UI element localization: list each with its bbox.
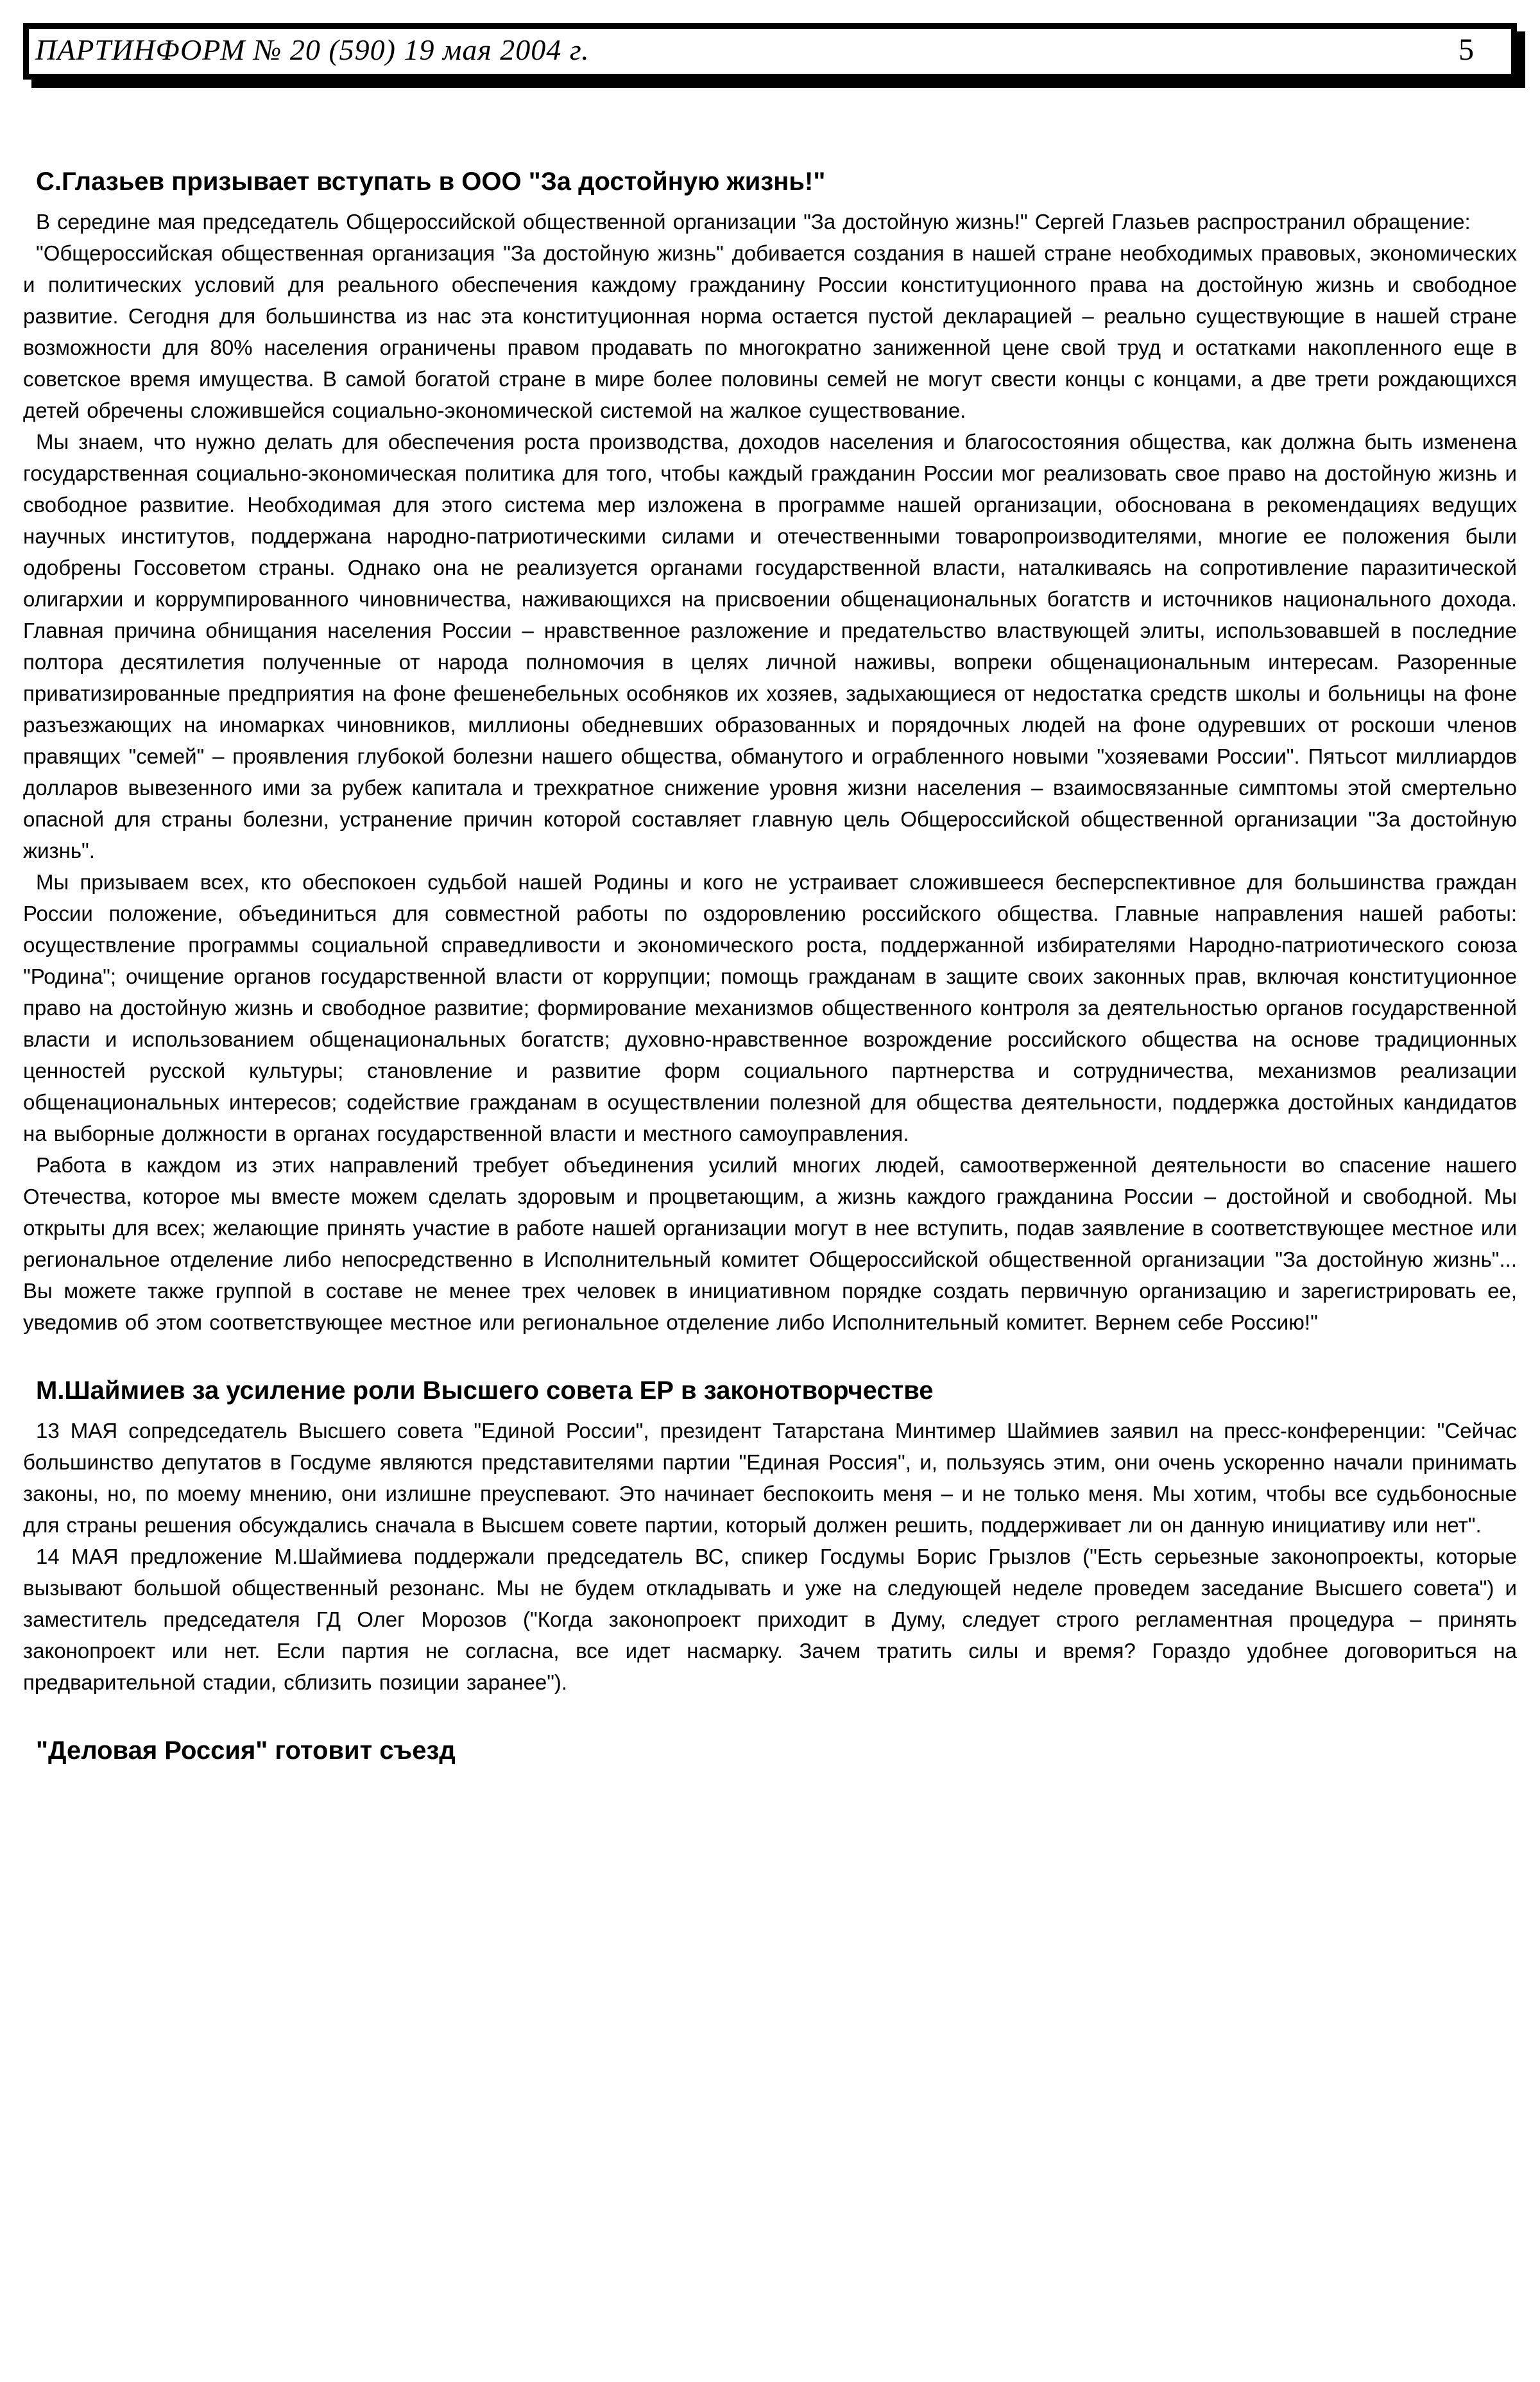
article-heading: "Деловая Россия" готовит съезд (36, 1736, 456, 1765)
paragraph: 14 МАЯ предложение М.Шаймиева поддержали председатель ВС, спикер Госдумы Борис Грызлов ("Есть серьезные законопроекты, которые вызывают большой общественный резонанс. Мы не будем откладывать и уже на следующей неделе проведем заседание Высшего совета") и заместитель председателя ГД Олег Морозов ("Когда законопроект приходит в Думу, следует строго регламентная процедура – принять законопроект или нет. Если партия не согласна, все идет насмарку. Зачем тратить силы и время? Гораздо удобнее договориться на предварительной стадии, сблизить позиции заранее"). (23, 1545, 1517, 1694)
page-number: 5 (1459, 32, 1474, 67)
paragraph: Работа в каждом из этих направлений требует объединения усилий многих людей, самоотверженной деятельности во спасение нашего Отечества, которое мы вместе можем сделать здоровым и процветающим, а жизнь каждого гражданина России – достойной и свободной. Мы открыты для всех; желающие принять участие в работе нашей организации могут в нее вступить, подав заявление в соответствующее местное или региональное отделение либо непосредственно в Исполнительный комитет Общероссийской общественной организации "За достойную жизнь"... Вы можете также группой в составе не менее трех человек в инициативном порядке создать первичную организацию и зарегистрировать ее, уведомив об этом соответствующее местное или региональное отделение либо Исполнительный комитет. Вернем себе Россию!" (23, 1153, 1517, 1334)
paragraph: Мы знаем, что нужно делать для обеспечения роста производства, доходов населения и благосостояния общества, как должна быть изменена государственная социально-экономическая политика для того, чтобы каждый гражданин России мог реализовать свое право на достойную жизнь и свободное развитие. Необходимая для этого система мер изложена в программе нашей организации, обоснована в рекомендациях ведущих научных институтов, поддержана народно-патриотическими силами и отечественными товаропроизводителями, многие ее положения были одобрены Госсоветом страны. Однако она не реализуется органами государственной власти, наталкиваясь на сопротивление паразитической олигархии и коррумпированного чиновничества, наживающихся на присвоении общенациональных богатств и источников национального дохода. Главная причина обнищания населения России – нравственное разложение и предательство властвующей элиты, использовавшей в последние полтора десятилетия полученные от народа полномочия в целях личной наживы, вопреки общенациональным интересам. Разоренные приватизированные предприятия на фоне фешенебельных особняков их хозяев, задыхающиеся от недостатка средств школы и больницы на фоне разъезжающих на иномарках чиновников, миллионы обедневших образованных и порядочных людей на фоне одуревших от роскоши членов правящих "семей" – проявления глубокой болезни нашего общества, обманутого и ограбленного новыми "хозяевами России". Пятьсот миллиардов долларов вывезенного ими за рубеж капитала и трехкратное снижение уровня жизни населения – взаимосвязанные симптомы этой смертельно опасной для страны болезни, устранение причин которой составляет главную цель Общероссийской общественной организации "За достойную жизнь". (23, 430, 1517, 862)
paragraph: В середине мая председатель Общероссийской общественной организации "За достойную жизнь!" Сергей Глазьев распространил обращение: (36, 210, 1471, 234)
article-shaimiev (23, 1375, 1517, 1698)
paragraph: Мы призываем всех, кто обеспокоен судьбой нашей Родины и кого не устраивает сложившееся бесперспективное для большинства граждан России положение, объединиться для совместной работы по оздоровлению российского общества. Главные направления нашей работы: осуществление программы социальной справедливости и экономического роста, поддержанной избирателями Народно-патриотического союза "Родина"; очищение органов государственной власти от коррупции; помощь гражданам в защите своих законных прав, включая конституционное право на достойную жизнь и свободное развитие; формирование механизмов общественного контроля за деятельностью органов государственной власти и использованием общенациональных богатств; духовно-нравственное возрождение российского общества на основе традиционных ценностей русской культуры; становление и развитие форм социального партнерства и сотрудничества, механизмов реализации общенациональных интересов; содействие гражданам в осуществлении полезной для общества деятельности, поддержка достойных кандидатов на выборные должности в органах государственной власти и местного самоуправления. (23, 870, 1517, 1145)
page-content (23, 166, 1517, 1766)
article-heading: М.Шаймиев за усиление роли Высшего совета ЕР в законотворчестве (36, 1376, 934, 1405)
paragraph: 13 МАЯ сопредседатель Высшего совета "Единой России", президент Татарстана Минтимер Шаймиев заявил на пресс-конференции: "Сейчас большинство депутатов в Госдуме являются представителями партии "Единая Россия", и, пользуясь этим, они очень ускоренно начали принимать законы, но, по моему мнению, они излишне преуспевают. Это начинает беспокоить меня – и не только меня. Мы хотим, чтобы все судьбоносные для страны решения обсуждались сначала в Высшем совете партии, который должен решить, поддерживает ли он данную инициативу или нет". (23, 1419, 1517, 1537)
article-heading: С.Глазьев призывает вступать в ООО "За достойную жизнь!" (36, 167, 826, 196)
article-delovaya-rossiya (23, 1735, 1517, 1766)
masthead (23, 23, 1517, 80)
masthead-title: ПАРТИНФОРМ № 20 (590) 19 мая 2004 г. (35, 33, 590, 66)
article-glazyev (23, 166, 1517, 1338)
paragraph: "Общероссийская общественная организация "За достойную жизнь" добивается создания в нашей стране необходимых правовых, экономических и политических условий для реального обеспечения каждому гражданину России конституционного права на достойную жизнь и свободное развитие. Сегодня для большинства из нас эта конституционная норма остается пустой декларацией – реально существующие в нашей стране возможности для 80% населения ограничены правом продавать по многократно заниженной цене свой труд и остатками накопленного еще в советское время имущества. В самой богатой стране в мире более половины семей не могут свести концы с концами, а две трети рождающихся детей обречены сложившейся социально-экономической системой на жалкое существование. (23, 241, 1517, 422)
